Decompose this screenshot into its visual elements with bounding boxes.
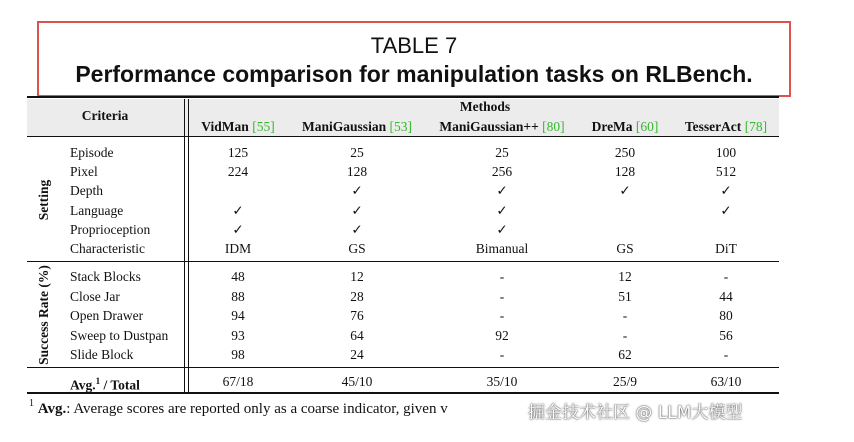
table-cell: 44 [719,288,733,304]
table-cell: ✓ [496,183,508,199]
table-cell: ✓ [351,183,363,199]
table-cell: 128 [346,164,368,180]
citation-link[interactable]: [60] [635,119,659,134]
row-label: Open Drawer [70,308,144,323]
table-cell: ✓ [496,221,508,237]
citation-link[interactable]: [80] [542,119,565,134]
table-title: Performance comparison for manipulation tasks on RLBench. [75,61,753,87]
table-cell: 64 [350,327,364,343]
citation-link[interactable]: [53] [389,119,412,134]
table-cell: - [499,347,505,362]
row-label: Close Jar [70,288,120,304]
table-cell: 25 [495,145,509,160]
table-cell: 250 [614,145,636,160]
row-label: Sweep to Dustpan [70,327,169,343]
double-rule-left [184,99,185,392]
table-cell: 125 [227,145,249,160]
table-cell: 256 [491,164,513,180]
table-cell: - [622,327,628,343]
avg-cell: 63/10 [710,374,742,389]
success-rule [27,367,779,368]
citation-link[interactable]: [78] [744,119,768,134]
avg-cell: 35/10 [486,374,518,389]
table-cell: 224 [227,164,249,180]
table-cell: GS [616,241,634,256]
table-cell: 48 [231,269,245,284]
table-cell: 94 [231,308,245,323]
method-header-manigaussian: ManiGaussian [53] [302,119,412,134]
table-cell: 62 [618,347,632,362]
footnote: $^1$ Avg.: Average scores are reported only as a coarse indicator, given v [29,398,448,417]
table-cell: Bimanual [475,241,529,256]
table-cell: - [499,288,505,304]
table-cell: 12 [350,269,364,284]
setting-group-label: Setting [36,179,51,221]
table-cell: 512 [715,164,737,180]
watermark: 掘金技术社区 @ LLM大模型 [528,403,743,423]
table-cell: 98 [231,347,245,362]
table-cell: 93 [231,327,245,343]
table-cell: ✓ [496,202,508,218]
row-label: Depth [70,183,103,199]
row-label: Proprioception [70,221,151,237]
table-cell: 51 [618,288,632,304]
avg-cell: 45/10 [341,374,373,389]
table-cell: 56 [719,327,733,343]
table-cell: - [723,347,729,362]
table-cell: ✓ [619,183,631,199]
avg-row-label: Avg.$^1$ / Total [70,376,140,393]
table-cell: 76 [350,308,364,323]
header-rule [27,136,779,137]
row-label: Characteristic [70,241,145,256]
table-cell: 128 [614,164,636,180]
table-cell: ✓ [720,183,732,199]
table-cell: ✓ [232,202,244,218]
table-number: TABLE 7 [370,33,458,58]
setting-rule [27,261,779,262]
top-rule [27,96,779,98]
citation-link[interactable]: [55] [252,119,275,134]
criteria-header: Criteria [81,108,129,123]
method-header-drema: DreMa [60] [591,119,659,134]
table-cell: - [499,269,505,284]
row-label: Pixel [70,164,98,180]
row-label: Stack Blocks [70,269,141,284]
table-cell: ✓ [351,221,363,237]
method-header-manigaussian-pp: ManiGaussian++ [80] [439,119,565,134]
method-header-tesseract: TesserAct [78] [684,119,768,134]
table-cell: GS [348,241,366,256]
table-cell: - [499,308,505,323]
table-cell: DiT [715,241,737,256]
table-cell: 100 [715,145,737,160]
table-cell: - [723,269,729,284]
avg-cell: 67/18 [222,374,254,389]
comparison-table [27,96,779,394]
table-cell: ✓ [720,202,732,218]
row-label: Slide Block [70,347,134,362]
table-cell: 92 [495,327,509,343]
table-cell: 80 [719,308,733,323]
table-cell: ✓ [232,221,244,237]
method-header-vidman: VidMan [55] [201,119,275,134]
row-label: Episode [70,145,114,160]
table-cell: 24 [350,347,364,362]
success-rate-group-label: Success Rate (%) [36,265,51,365]
methods-header: Methods [459,99,511,114]
table-cell: ✓ [351,202,363,218]
double-rule-right [188,99,189,392]
table-cell: 25 [350,145,364,160]
table-cell: - [622,308,628,323]
table-cell: 28 [350,288,364,304]
table-cell: IDM [224,241,252,256]
table-caption [37,21,791,97]
row-label: Language [70,202,124,218]
avg-cell: 25/9 [612,374,638,389]
table-cell: 88 [231,288,245,304]
table-cell: 12 [618,269,632,284]
